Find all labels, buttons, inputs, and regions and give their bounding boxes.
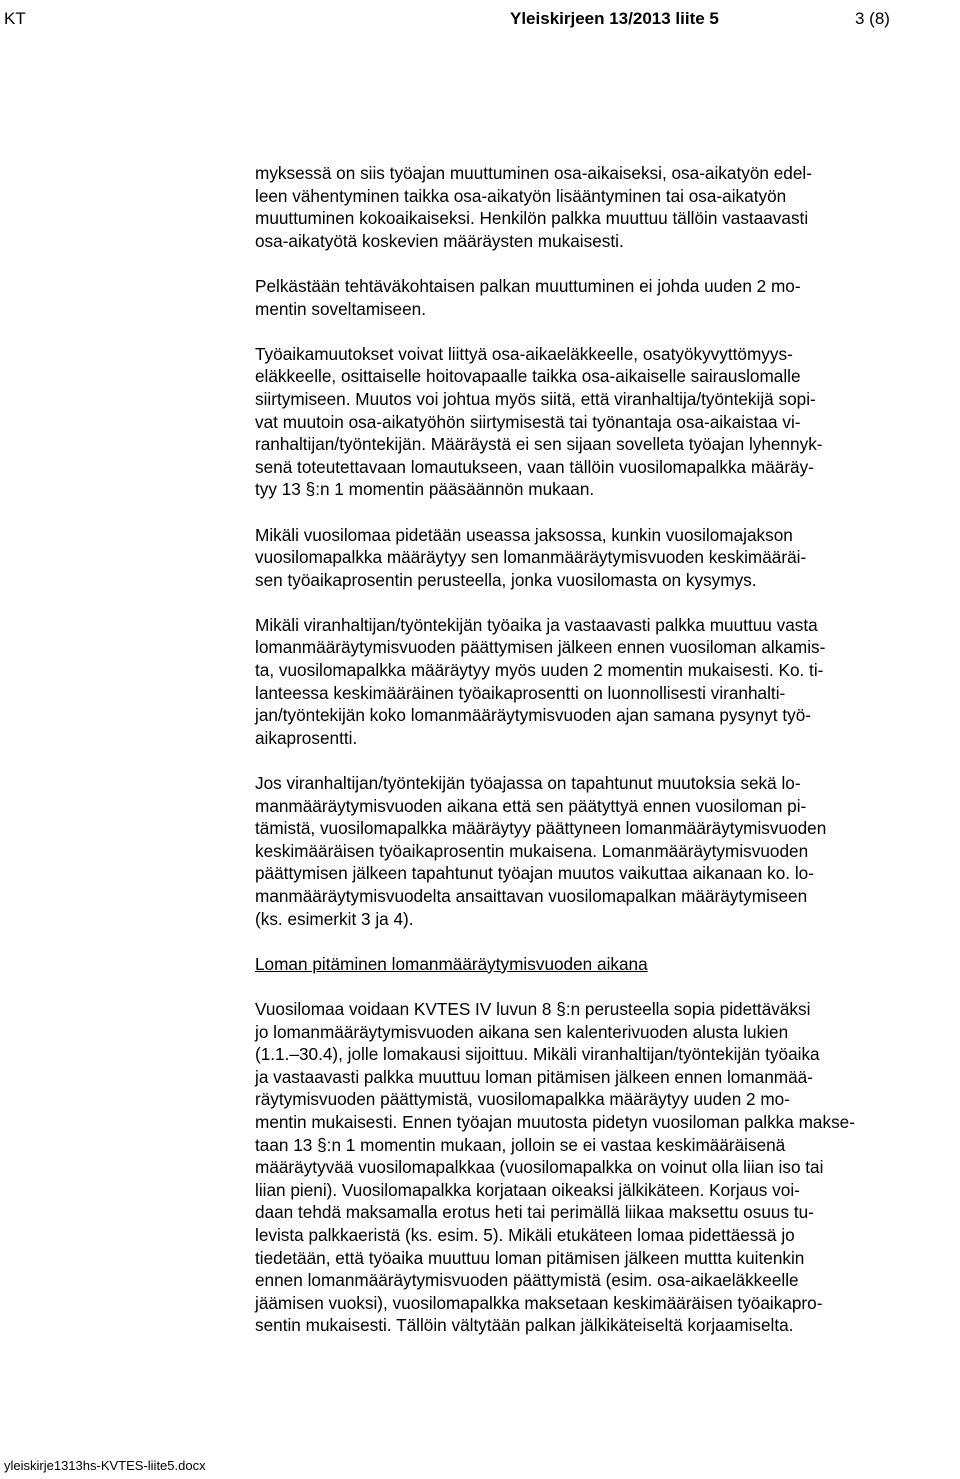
text-line: ranhaltijan/työntekijän. Määräystä ei sen sijaan sovelleta työajan lyhennyk-	[255, 434, 823, 455]
page-footer-filename: yleiskirje1313hs-KVTES-liite5.docx	[4, 1458, 206, 1473]
text-line: ennen lomanmääräytymisvuoden päättymistä (esim. osa-aikaeläkkeelle	[255, 1270, 799, 1291]
text-line: mentin mukaisesti. Ennen työajan muutosta pidetyn vuosiloman palkka makse-	[255, 1111, 855, 1132]
text-line: Pelkästään tehtäväkohtaisen palkan muuttuminen ei johda uuden 2 mo-	[255, 275, 801, 296]
text-line: tiedetään, että työaika muuttuu loman pitämisen jälkeen muttta kuitenkin	[255, 1247, 805, 1268]
header-organization: KT	[4, 9, 26, 28]
text-line: jo lomanmääräytymisvuoden aikana sen kalenterivuoden alusta lukien	[255, 1021, 789, 1042]
document-body	[255, 162, 960, 1359]
text-line: jan/työntekijän koko lomanmääräytymisvuoden ajan samana pysynyt työ-	[255, 705, 812, 726]
text-line: daan tehdä maksamalla erotus heti tai perimällä liikaa maksettu osuus tu-	[255, 1202, 814, 1223]
paragraph-6	[255, 772, 960, 930]
text-line: lomanmääräytymisvuoden päättymisen jälkeen ennen vuosiloman alkamis-	[255, 637, 826, 658]
header-page-number: 3 (8)	[855, 9, 890, 28]
paragraph-4	[255, 524, 960, 592]
text-line: Mikäli vuosilomaa pidetään useassa jaksossa, kunkin vuosilomajakson	[255, 524, 793, 545]
text-line: senä toteutettavaan lomautukseen, vaan tällöin vuosilomapalkka määräy-	[255, 456, 814, 477]
paragraph-7	[255, 998, 960, 1337]
text-line: vat muutoin osa-aikatyöhön siirtymisestä tai työnantaja osa-aikaistaa vi-	[255, 411, 801, 432]
text-line: ja vastaavasti palkka muuttuu loman pitämisen jälkeen ennen lomanmää-	[255, 1066, 813, 1087]
text-line: liian pieni). Vuosilomapalkka korjataan oikeaksi jälkikäteen. Korjaus voi-	[255, 1179, 800, 1200]
text-line: (1.1.–30.4), jolle lomakausi sijoittuu. Mikäli viranhaltijan/työntekijän työaika	[255, 1044, 820, 1065]
text-line: taan 13 §:n 1 momentin mukaan, jolloin se ei vastaa keskimääräisenä	[255, 1134, 786, 1155]
text-line: jäämisen vuoksi), vuosilomapalkka maksetaan keskimääräisen työaikapro-	[255, 1292, 823, 1313]
paragraph-5	[255, 614, 960, 750]
text-line: manmääräytymisvuoden aikana että sen päätyttyä ennen vuosiloman pi-	[255, 795, 807, 816]
paragraph-2	[255, 275, 960, 320]
text-line: räytymisvuoden päättymistä, vuosilomapalkka määräytyy uuden 2 mo-	[255, 1089, 790, 1110]
text-line: Työaikamuutokset voivat liittyä osa-aikaeläkkeelle, osatyökyvyttömyys-	[255, 343, 793, 364]
paragraph-3	[255, 343, 960, 501]
paragraph-1	[255, 162, 960, 252]
text-line: myksessä on siis työajan muuttuminen osa-aikaiseksi, osa-aikatyön edel-	[255, 163, 812, 183]
text-line: Vuosilomaa voidaan KVTES IV luvun 8 §:n perusteella sopia pidettäväksi	[255, 998, 811, 1019]
text-line: Jos viranhaltijan/työntekijän työajassa on tapahtunut muutoksia sekä lo-	[255, 773, 801, 794]
text-line: tyy 13 §:n 1 momentin pääsäännön mukaan.	[255, 479, 595, 500]
page-header	[0, 4, 960, 34]
text-line: tämistä, vuosilomapalkka määräytyy päättyneen lomanmääräytymisvuoden	[255, 818, 827, 839]
text-line: osa-aikatyötä koskevien määräysten mukaisesti.	[255, 230, 624, 251]
text-line: lanteessa keskimääräinen työaikaprosentti on luonnollisesti viranhalti-	[255, 682, 786, 703]
text-line: ta, vuosilomapalkka määräytyy myös uuden 2 momentin mukaisesti. Ko. ti-	[255, 660, 824, 681]
text-line: keskimääräisen työaikaprosentin mukaisena. Lomanmääräytymisvuoden	[255, 840, 809, 861]
text-line: Mikäli viranhaltijan/työntekijän työaika ja vastaavasti palkka muuttuu vasta	[255, 614, 818, 635]
header-document-title: Yleiskirjeen 13/2013 liite 5	[510, 9, 719, 28]
text-line: aikaprosentti.	[255, 727, 358, 748]
text-line: siirtymiseen. Muutos voi johtua myös siitä, että viranhaltija/työntekijä sopi-	[255, 388, 816, 409]
text-line: mentin soveltamiseen.	[255, 298, 427, 319]
text-line: muuttuminen kokoaikaiseksi. Henkilön palkka muuttuu tällöin vastaavasti	[255, 208, 809, 229]
text-line: sentin mukaisesti. Tällöin vältytään palkan jälkikäteiseltä korjaamiselta.	[255, 1315, 794, 1336]
section-heading: Loman pitäminen lomanmääräytymisvuoden aikana	[255, 953, 648, 974]
text-line: päättymisen jälkeen tapahtunut työajan muutos vaikuttaa aikanaan ko. lo-	[255, 863, 814, 884]
text-line: sen työaikaprosentin perusteella, jonka vuosilomasta on kysymys.	[255, 569, 757, 590]
text-line: eläkkeelle, osittaiselle hoitovapaalle taikka osa-aikaiselle sairauslomalle	[255, 366, 801, 387]
text-line: manmääräytymisvuodelta ansaittavan vuosilomapalkan määräytymiseen	[255, 886, 808, 906]
text-line: (ks. esimerkit 3 ja 4).	[255, 908, 414, 929]
text-line: määräytyvää vuosilomapalkkaa (vuosilomapalkka on voinut olla liian iso tai	[255, 1157, 824, 1178]
text-line: levista palkkaeristä (ks. esim. 5). Mikäli etukäteen lomaa pidettäessä jo	[255, 1224, 795, 1245]
text-line: vuosilomapalkka määräytyy sen lomanmääräytymisvuoden keskimääräi-	[255, 547, 807, 568]
text-line: leen vähentyminen taikka osa-aikatyön lisääntyminen tai osa-aikatyön	[255, 185, 787, 206]
